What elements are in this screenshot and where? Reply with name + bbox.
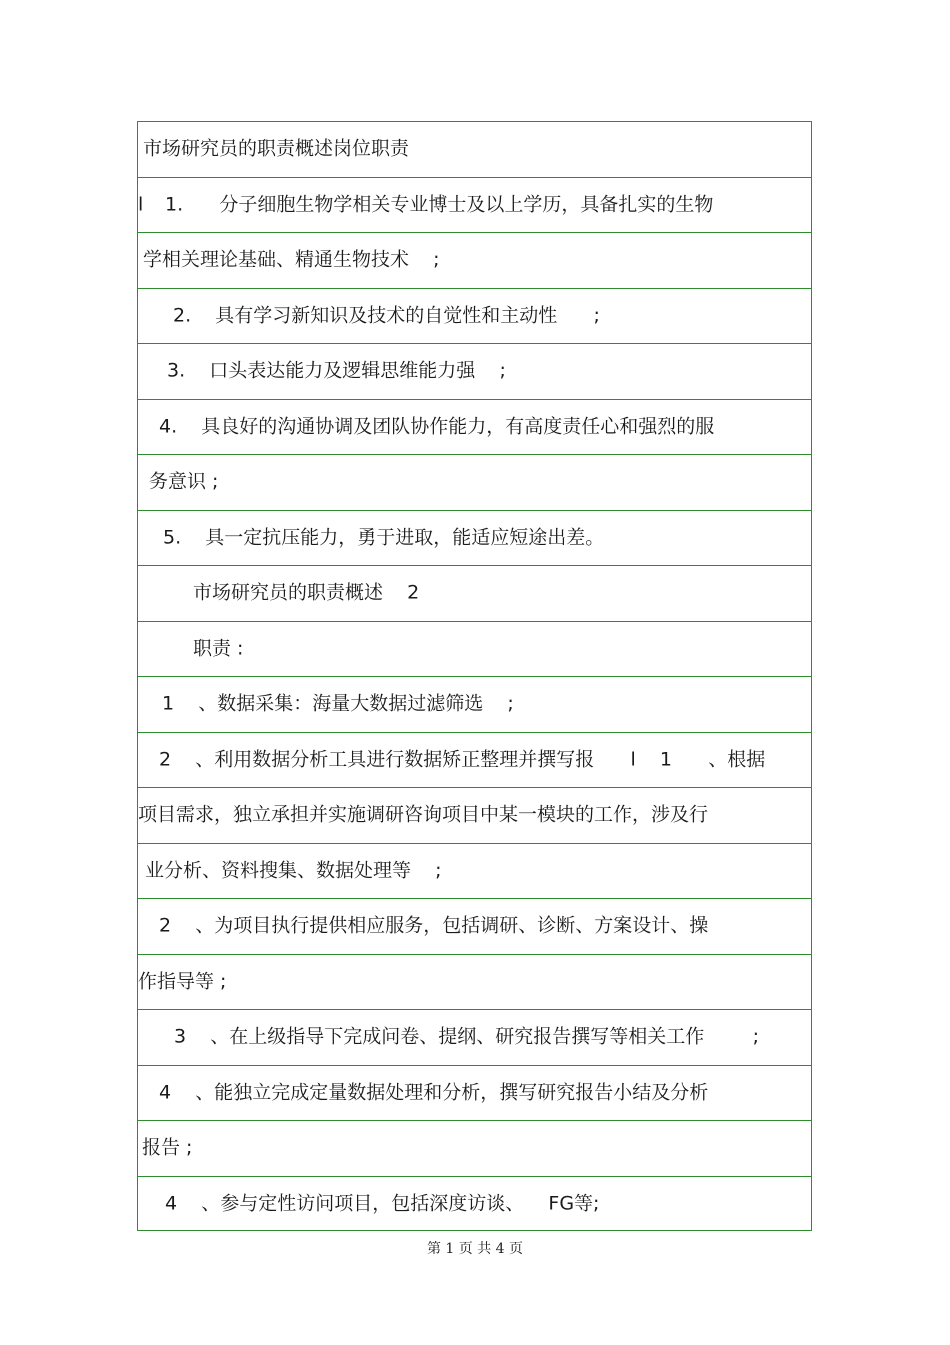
row-text: 5. 具一定抗压能力，勇于进取，能适应短途出差。 <box>163 526 605 549</box>
document-row <box>138 788 811 844</box>
row-text: 4. 具良好的沟通协调及团队协作能力，有高度责任心和强烈的服 <box>159 415 715 438</box>
document-row <box>138 677 811 733</box>
document-row <box>138 955 811 1011</box>
document-row <box>138 122 811 178</box>
document-row <box>138 178 811 234</box>
row-text: 2. 具有学习新知识及技术的自觉性和主动性 ; <box>173 304 600 327</box>
document-row <box>138 511 811 567</box>
row-text: 职责 : <box>193 637 244 660</box>
document-row <box>138 233 811 289</box>
row-text: 务意识 ; <box>149 470 219 493</box>
document-row <box>138 566 811 622</box>
row-text: 3 、在上级指导下完成问卷、提纲、研究报告撰写等相关工作 ; <box>174 1025 759 1048</box>
row-text: 4 、参与定性访问项目，包括深度访谈、 FG等; <box>165 1192 600 1215</box>
row-text: 作指导等 ; <box>138 970 227 993</box>
document-row <box>138 733 811 789</box>
document-row <box>138 1121 811 1177</box>
row-text: 市场研究员的职责概述岗位职责 <box>143 137 410 160</box>
document-row <box>138 844 811 900</box>
document-table <box>137 121 812 1231</box>
row-text: 2 、为项目执行提供相应服务，包括调研、诊断、方案设计、操 <box>159 914 709 937</box>
document-row <box>138 344 811 400</box>
document-row <box>138 1010 811 1066</box>
row-text: 1. 分子细胞生物学相关专业博士及以上学历，具备扎实的生物 <box>165 193 714 216</box>
document-row <box>138 622 811 678</box>
row-text: 市场研究员的职责概述 2 <box>193 581 420 604</box>
document-row <box>138 899 811 955</box>
row-text: 4 、能独立完成定量数据处理和分析，撰写研究报告小结及分析 <box>159 1081 709 1104</box>
row-text: 项目需求，独立承担并实施调研咨询项目中某一模块的工作，涉及行 <box>138 803 709 826</box>
document-row <box>138 455 811 511</box>
page-number-footer: 第 1 页 共 4 页 <box>426 1241 524 1257</box>
document-row <box>138 400 811 456</box>
document-row <box>138 1066 811 1122</box>
row-text: 2 、利用数据分析工具进行数据矫正整理并撰写报 l 1 、根据 <box>159 748 766 771</box>
document-row <box>138 289 811 345</box>
row-text: 3. 口头表达能力及逻辑思维能力强 ; <box>167 359 506 382</box>
row-text: 学相关理论基础、精通生物技术 ; <box>143 248 440 271</box>
row-text: 1 、数据采集：海量大数据过滤筛选 ; <box>162 692 514 715</box>
row-marker: l <box>138 193 144 216</box>
row-text: 业分析、资料搜集、数据处理等 ; <box>145 859 442 882</box>
row-text: 报告 ; <box>142 1136 193 1159</box>
document-row <box>138 1177 811 1233</box>
